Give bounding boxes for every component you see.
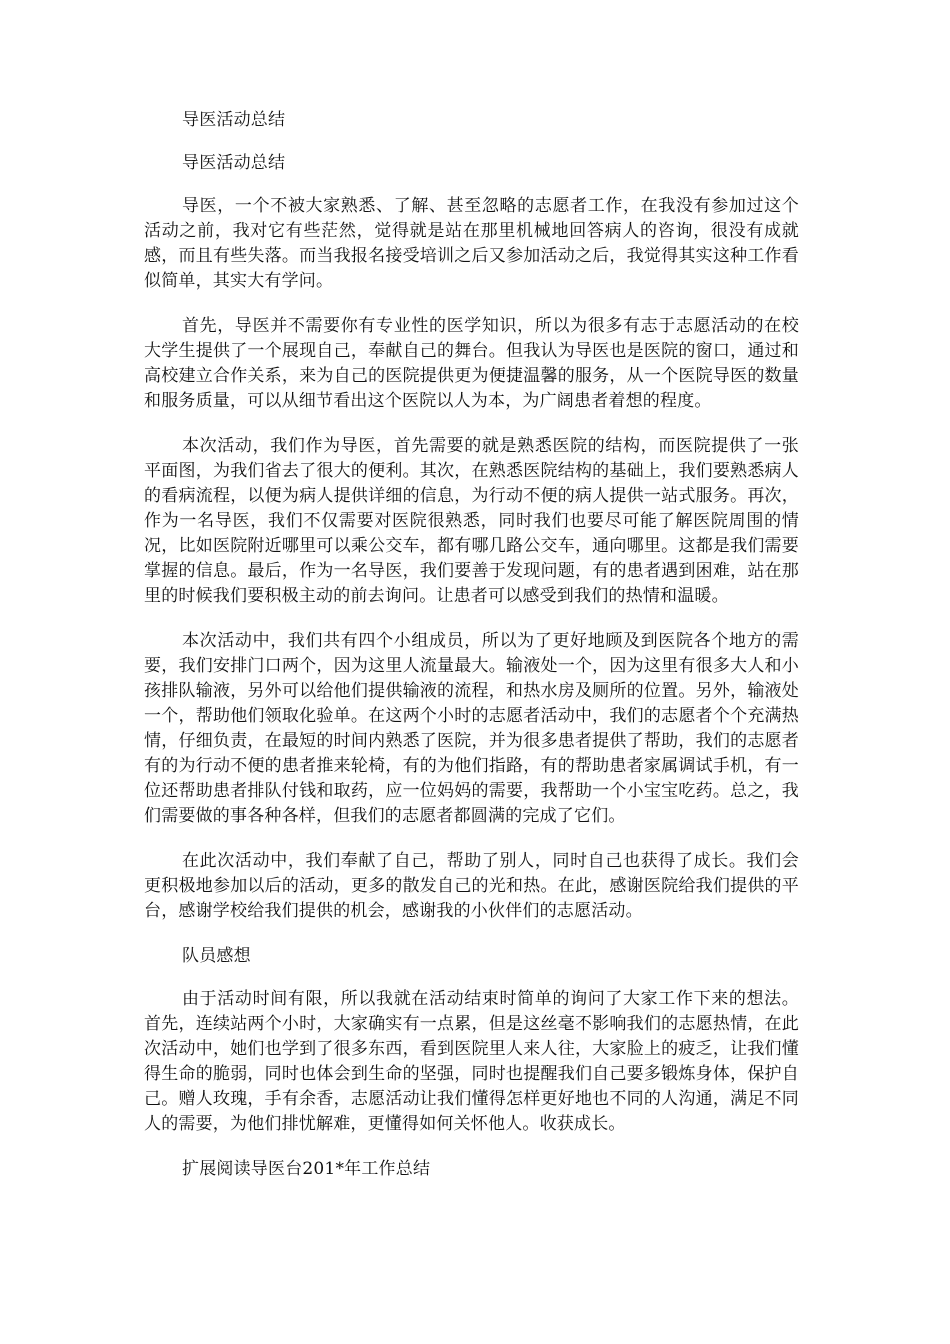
paragraph: 本次活动中，我们共有四个小组成员，所以为了更好地顾及到医院各个地方的需要，我们安排门口两个，因为这里人流量最大。输液处一个，因为这里有很多大人和小孩排队输液，另外可以给他们提供输液的流程，和热水房及厕所的位置。另外，输液处一个，帮助他们领取化验单。在这两个小时的志愿者活动中，我们的志愿者个个充满热情，仔细负责，在最短的时间内熟悉了医院，并为很多患者提供了帮助，我们的志愿者有的为行动不便的患者推来轮椅，有的为他们指路，有的帮助患者家属调试手机，有一位还帮助患者排队付钱和取药，应一位妈妈的需要，我帮助一个小宝宝吃药。总之，我们需要做的事各种各样，但我们的志愿者都圆满的完成了它们。 [144,631,799,826]
paragraph: 导医，一个不被大家熟悉、了解、甚至忽略的志愿者工作，在我没有参加过这个活动之前，我对它有些茫然，觉得就是站在那里机械地回答病人的咨询，很没有成就感，而且有些失落。而当我报名接受培训之后又参加活动之后，我觉得其实这种工作看似简单，其实大有学问。 [144,196,799,291]
document-page [144,108,799,1200]
section-heading: 队员感想 [182,946,251,966]
paragraph: 在此次活动中，我们奉献了自己，帮助了别人，同时自己也获得了成长。我们会更积极地参加以后的活动，更多的散发自己的光和热。在此，感谢医院给我们提供的平台，感谢学校给我们提供的机会，感谢我的小伙伴们的志愿活动。 [144,851,799,921]
document-title: 导医活动总结 [182,110,286,130]
extended-reading-heading: 扩展阅读导医台201*年工作总结 [182,1159,431,1179]
document-subtitle: 导医活动总结 [182,153,286,173]
section-paragraph: 由于活动时间有限，所以我就在活动结束时简单的询问了大家工作下来的想法。首先，连续站两个小时，大家确实有一点累，但是这丝毫不影响我们的志愿热情，在此次活动中，她们也学到了很多东西，看到医院里人来人往，大家脸上的疲乏，让我们懂得生命的脆弱，同时也体会到生命的坚强，同时也提醒我们自己要多锻炼身体，保护自己。赠人玫瑰，手有余香，志愿活动让我们懂得怎样更好地也不同的人沟通，满足不同人的需要，为他们排忧解难，更懂得如何关怀他人。收获成长。 [144,989,799,1134]
paragraph: 本次活动，我们作为导医，首先需要的就是熟悉医院的结构，而医院提供了一张平面图，为我们省去了很大的便利。其次，在熟悉医院结构的基础上，我们要熟悉病人的看病流程，以便为病人提供详细的信息，为行动不便的病人提供一站式服务。再次，作为一名导医，我们不仅需要对医院很熟悉，同时我们也要尽可能了解医院周围的情况，比如医院附近哪里可以乘公交车，都有哪几路公交车，通向哪里。这都是我们需要掌握的信息。最后，作为一名导医，我们要善于发现问题，有的患者遇到困难，站在那里的时候我们要积极主动的前去询问。让患者可以感受到我们的热情和温暖。 [144,436,799,606]
paragraph: 首先，导医并不需要你有专业性的医学知识，所以为很多有志于志愿活动的在校大学生提供了一个展现自己，奉献自己的舞台。但我认为导医也是医院的窗口，通过和高校建立合作关系，来为自己的医院提供更为便捷温馨的服务，从一个医院导医的数量和服务质量，可以从细节看出这个医院以人为本，为广阔患者着想的程度。 [144,316,799,411]
